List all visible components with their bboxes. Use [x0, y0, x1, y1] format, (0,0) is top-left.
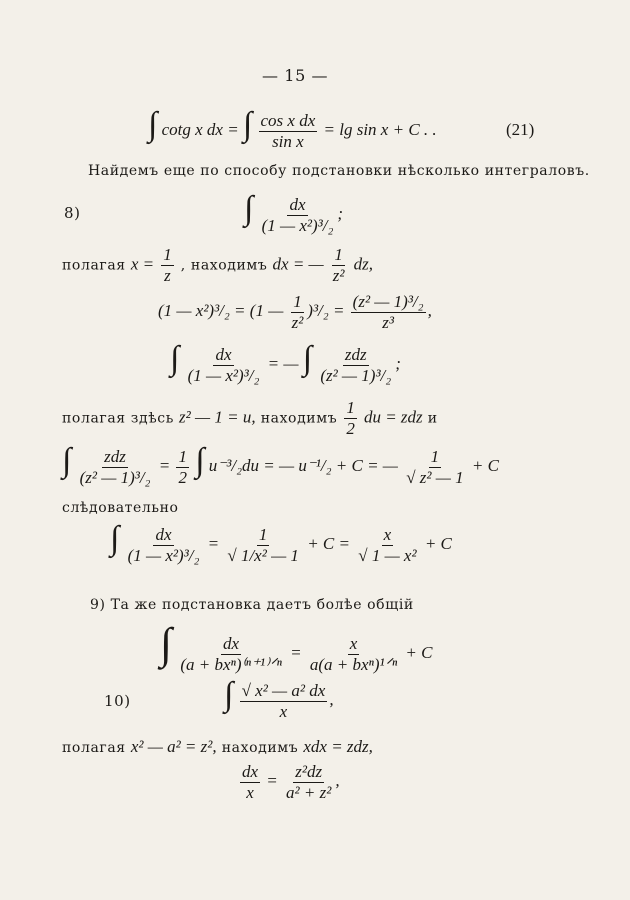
equation-e: ∫ $\frac{dx}{\text{(a + bxⁿ)⁽ⁿ⁺¹⁾ᐟⁿ}}$ = $\frac{x}{\text{a(a + bxⁿ)¹ᐟⁿ}}$ + C	[160, 619, 433, 674]
text: полагая	[62, 257, 126, 274]
example-10-label: 10)	[104, 692, 131, 710]
example-10-integral: ∫ $\frac{\text{√ x² — a² dx}}{x}$ ,	[224, 676, 334, 721]
fraction: $\frac{1}{\text{√ z² — 1}}$	[406, 447, 464, 487]
expr: dx = —	[272, 254, 324, 274]
fraction: $\frac{\text{√ x² — a² dx}}{x}$	[241, 681, 326, 721]
expr: x² — a² = z²,	[130, 737, 217, 756]
text: и	[427, 410, 438, 427]
example-8-label: 8)	[64, 204, 81, 222]
fraction: $\frac{\text{zdz}}{\text{(z² — 1)³/₂}}$	[79, 447, 151, 487]
integral-sign: ∫	[148, 106, 158, 143]
fraction: $\frac{1}{z}$	[163, 245, 172, 285]
integral-sign: ∫	[242, 106, 253, 143]
fraction: $\frac{x}{\text{√ 1 — x²}}$	[358, 525, 417, 565]
fraction: $\frac{dx}{\text{(a + bxⁿ)⁽ⁿ⁺¹⁾ᐟⁿ}}$	[180, 634, 282, 674]
equation-b: ∫ $\frac{dx}{\text{(1 — x²)³/₂}}$ = — ∫ $\frac{\text{zdz}}{\text{(z² — 1)³/₂}}$ ;	[170, 340, 401, 385]
equation-21	[148, 108, 437, 151]
fraction: $\frac{1}{\text{z²}}$	[332, 245, 345, 285]
expr: du = zdz	[363, 407, 423, 427]
integral-sign: ∫	[195, 442, 205, 479]
fraction: $\frac{\text{zdz}}{\text{(z² — 1)³/₂}}$	[320, 345, 392, 385]
expr: xdx = zdz,	[303, 737, 373, 756]
equation-f: $\frac{dx}{x}$ = $\frac{\text{z²dz}}{\text{a² + z²}}$ ,	[242, 762, 340, 802]
example-8-integral: ∫ $\frac{dx}{\text{(1 — x²)³/₂}}$ ;	[244, 190, 344, 235]
integral-sign: ∫	[224, 676, 234, 713]
eq21-lhs: cotg x dx =	[161, 120, 239, 139]
substitution-line-2	[62, 398, 438, 438]
consequently-text: слѣдовательно	[62, 500, 179, 516]
fraction: $\frac{dx}{x}$	[242, 762, 259, 802]
expr: dz,	[353, 254, 373, 274]
substitution-line-1	[62, 245, 373, 285]
text: находимъ	[260, 410, 338, 427]
example-8-fraction: $\frac{dx}{\text{(1 — x²)³/₂}}$	[261, 195, 334, 235]
equation-d: ∫ $\frac{dx}{\text{(1 — x²)³/₂}}$ = $\frac{1}{\text{√ 1/x² — 1}}$ + C = $\frac{x}{\text{√ 1 — x²}}$ + C	[110, 520, 452, 565]
intro-text: Найдемъ еще по способу подстановки нѣсколько интеграловъ.	[88, 163, 590, 179]
fraction: $\frac{1}{\text{z²}}$	[291, 292, 304, 332]
example-9-text: 9) Та же подстановка даетъ болѣе общій	[90, 597, 414, 613]
fraction: $\frac{1}{2}$	[178, 447, 187, 487]
page-number: — 15 —	[262, 66, 329, 85]
fraction: $\frac{1}{\text{√ 1/x² — 1}}$	[227, 525, 299, 565]
eq21-fraction: $\frac{\text{cos x dx}}{\text{sin x}}$	[260, 111, 316, 151]
text: полагая здѣсь	[62, 410, 174, 427]
expr: x =	[130, 254, 155, 274]
fraction: $\frac{dx}{\text{(1 — x²)³/₂}}$	[187, 345, 260, 385]
text: находимъ	[221, 740, 299, 756]
equation-c: ∫ $\frac{\text{zdz}}{\text{(z² — 1)³/₂}}$ = $\frac{1}{2}$ ∫ u⁻³/₂du = — u⁻¹/₂ + C = — $\frac{1}{\text{√ z² — 1}}$ + C	[62, 442, 499, 487]
fraction: $\frac{1}{2}$	[346, 398, 355, 438]
expr: z² — 1 = u,	[179, 407, 256, 427]
text: , находимъ	[180, 257, 268, 274]
integral-sign: ∫	[244, 190, 254, 227]
fraction: $\frac{\text{z²dz}}{\text{a² + z²}}$	[286, 762, 332, 802]
integral-sign: ∫	[160, 619, 173, 668]
equation-number: (21)	[506, 120, 535, 139]
fraction: $\frac{dx}{\text{(1 — x²)³/₂}}$	[127, 525, 200, 565]
integral-sign: ∫	[170, 340, 180, 377]
substitution-line-3	[62, 737, 373, 757]
fraction: $\frac{x}{\text{a(a + bxⁿ)¹ᐟⁿ}}$	[309, 634, 398, 674]
fraction: $\frac{\text{(z² — 1)³/₂}}{\text{z³}}$	[352, 292, 424, 332]
text: полагая	[62, 740, 126, 756]
integral-sign: ∫	[302, 340, 313, 377]
eq21-rhs: = lg sin x + C . .	[323, 120, 437, 139]
equation-a: (1 — x²)³/₂ = (1 — $\frac{1}{\text{z²}}$ )³/₂ = $\frac{\text{(z² — 1)³/₂}}{\text{z³}}$ ,	[158, 292, 432, 332]
integral-sign: ∫	[62, 442, 72, 479]
integral-sign: ∫	[110, 520, 120, 557]
